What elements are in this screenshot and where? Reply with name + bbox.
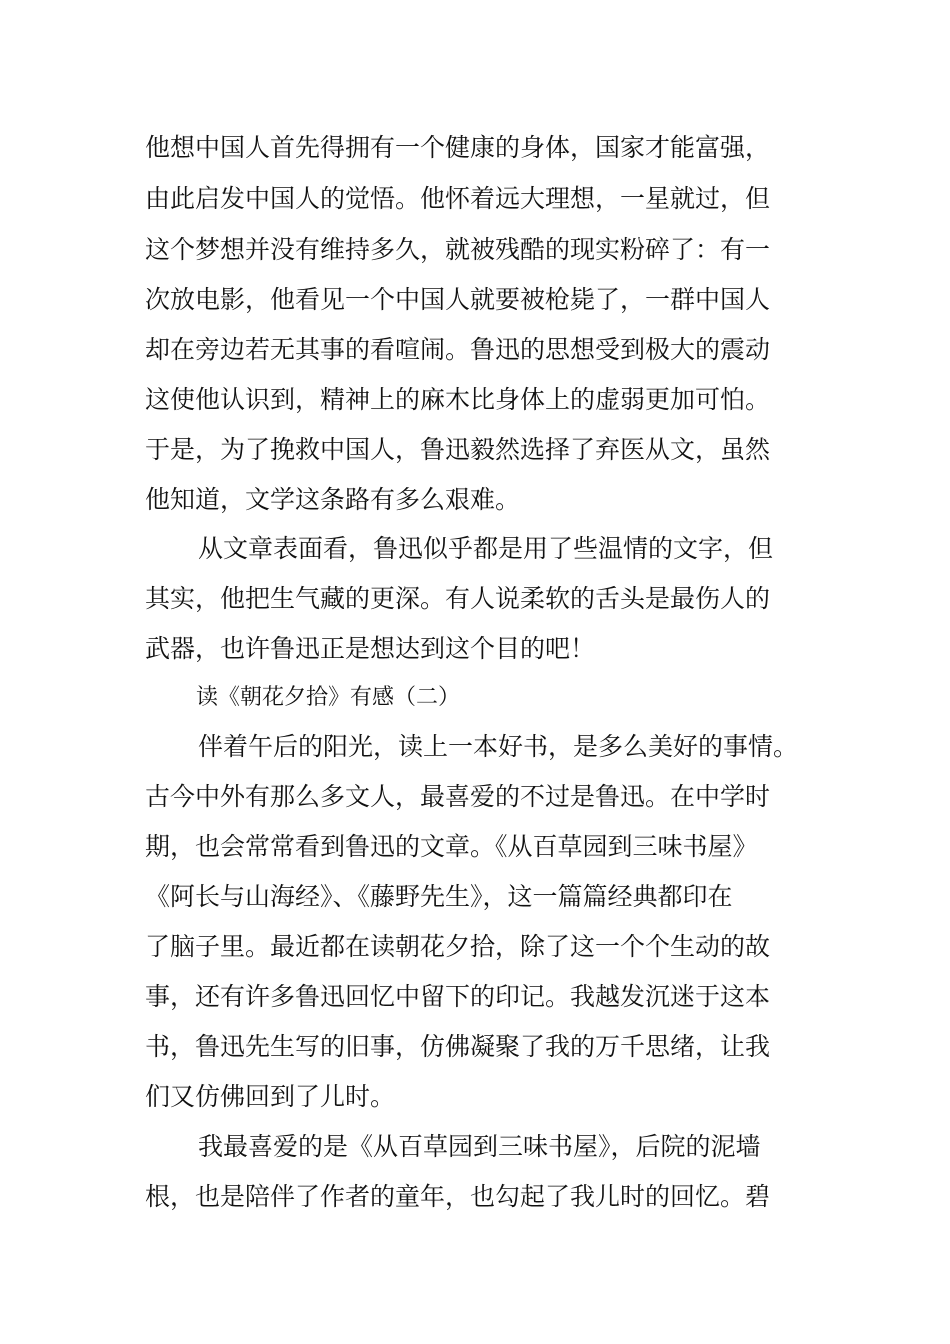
text-line: 事，还有许多鲁迅回忆中留下的印记。我越发沉迷于这本 xyxy=(145,982,771,1011)
text-line: 于是，为了挽救中国人，鲁迅毅然选择了弃医从文，虽然 xyxy=(145,435,771,464)
section-heading: 读《朝花夕拾》有感（二） xyxy=(196,685,461,710)
text-line: 古今中外有那么多文人，最喜爱的不过是鲁迅。在中学时 xyxy=(145,782,771,811)
text-line: 书，鲁迅先生写的旧事，仿佛凝聚了我的万千思绪，让我 xyxy=(145,1032,771,1061)
text-line: 这使他认识到，精神上的麻木比身体上的虚弱更加可怕。 xyxy=(145,385,771,414)
text-line: 武器，也许鲁迅正是想达到这个目的吧！ xyxy=(145,634,596,663)
text-line: 他知道，文学这条路有多么艰难。 xyxy=(145,485,521,514)
text-line: 我最喜爱的是《从百草园到三味书屋》，后院的泥墙 xyxy=(198,1132,761,1161)
text-line: 他想中国人首先得拥有一个健康的身体，国家才能富强， xyxy=(145,133,771,162)
text-line: 其实，他把生气藏的更深。有人说柔软的舌头是最伤人的 xyxy=(145,584,771,613)
text-line: 由此启发中国人的觉悟。他怀着远大理想，一星就过，但 xyxy=(145,184,771,213)
text-line: 根，也是陪伴了作者的童年，也勾起了我儿时的回忆。碧 xyxy=(145,1182,771,1211)
text-line: 伴着午后的阳光，读上一本好书，是多么美好的事情。 xyxy=(198,732,799,761)
text-line: 们又仿佛回到了儿时。 xyxy=(145,1082,396,1111)
text-line: 次放电影，他看见一个中国人就要被枪毙了，一群中国人 xyxy=(145,285,771,314)
text-line: 这个梦想并没有维持多久，就被残酷的现实粉碎了：有一 xyxy=(145,235,771,264)
text-line: 从文章表面看，鲁迅似乎都是用了些温情的文字，但 xyxy=(198,534,774,563)
text-line: 期，也会常常看到鲁迅的文章。《从百草园到三味书屋》 xyxy=(145,832,758,861)
text-line: 却在旁边若无其事的看喧闹。鲁迅的思想受到极大的震动 xyxy=(145,335,771,364)
text-line: 《阿长与山海经》、《藤野先生》，这一篇篇经典都印在 xyxy=(145,882,733,911)
text-line: 了脑子里。最近都在读朝花夕拾，除了这一个个生动的故 xyxy=(145,932,771,961)
